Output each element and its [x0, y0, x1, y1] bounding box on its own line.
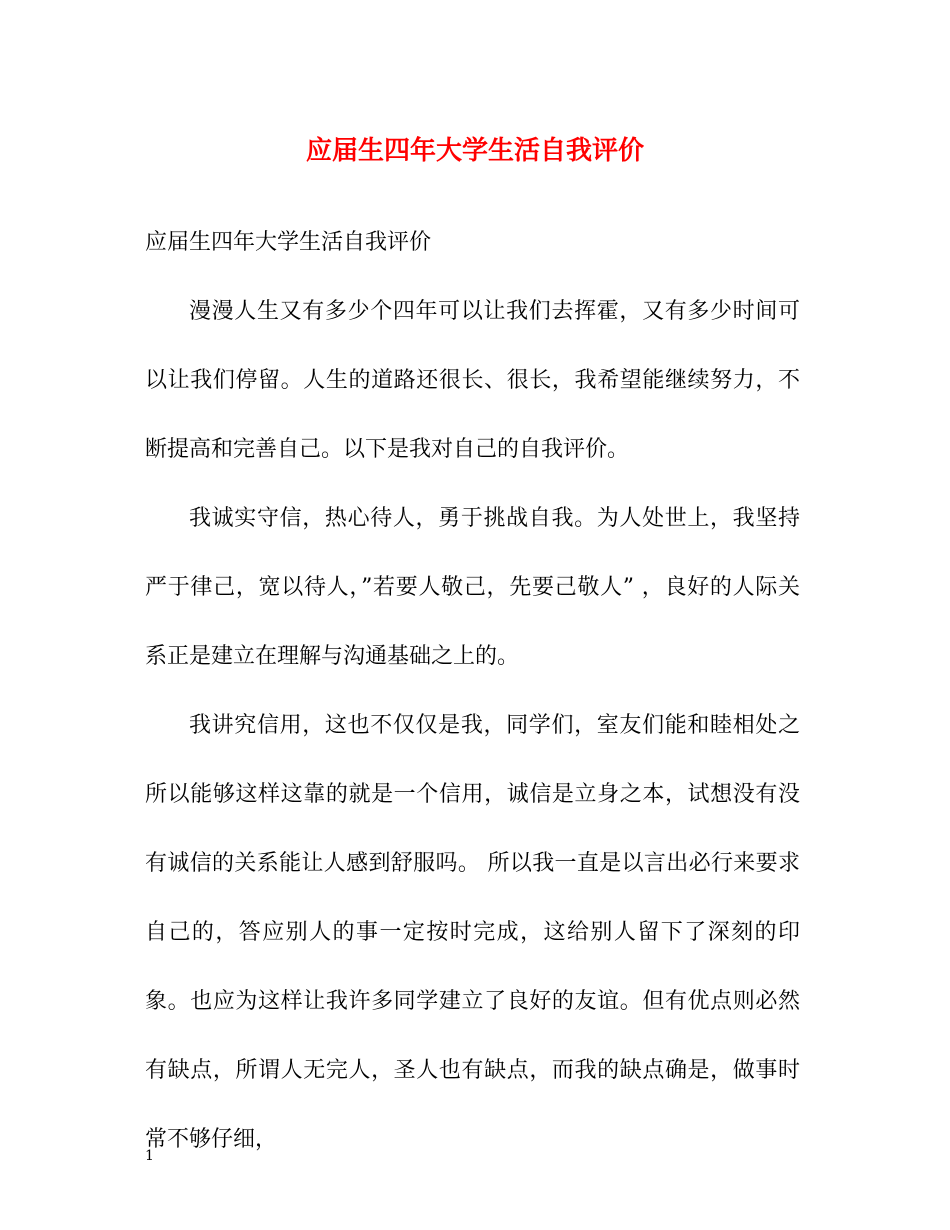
document-body: [145, 208, 800, 1174]
document-subtitle: 应届生四年大学生活自我评价: [145, 230, 432, 255]
paragraph-2: 我诚实守信，热心待人，勇于挑战自我。为人处世上，我坚持严于律己，宽以待人，”若要人敬己，先要己敬人” ，良好的人际关系正是建立在理解与沟通基础之上的。: [145, 506, 800, 669]
paragraph-1: 漫漫人生又有多少个四年可以让我们去挥霍，又有多少时间可以让我们停留。人生的道路还很长、很长，我希望能继续努力，不断提高和完善自己。以下是我对自己的自我评价。: [145, 299, 800, 462]
page-number: 1: [145, 1148, 154, 1164]
document-title: 应届生四年大学生活自我评价: [305, 136, 644, 166]
paragraph-3: 我讲究信用，这也不仅仅是我，同学们，室友们能和睦相处之所以能够这样这靠的就是一个信用，诚信是立身之本，试想没有没有诚信的关系能让人感到舒服吗。 所以我一直是以言出必行来要求自己的，答应别人的事一定按时完成，这给别人留下了深刻的印象。也应为这样让我许多同学建立了良好的友谊。但有优点则必然有缺点，所谓人无完人，圣人也有缺点，而我的缺点确是，做事时常不够仔细，: [145, 713, 800, 1152]
